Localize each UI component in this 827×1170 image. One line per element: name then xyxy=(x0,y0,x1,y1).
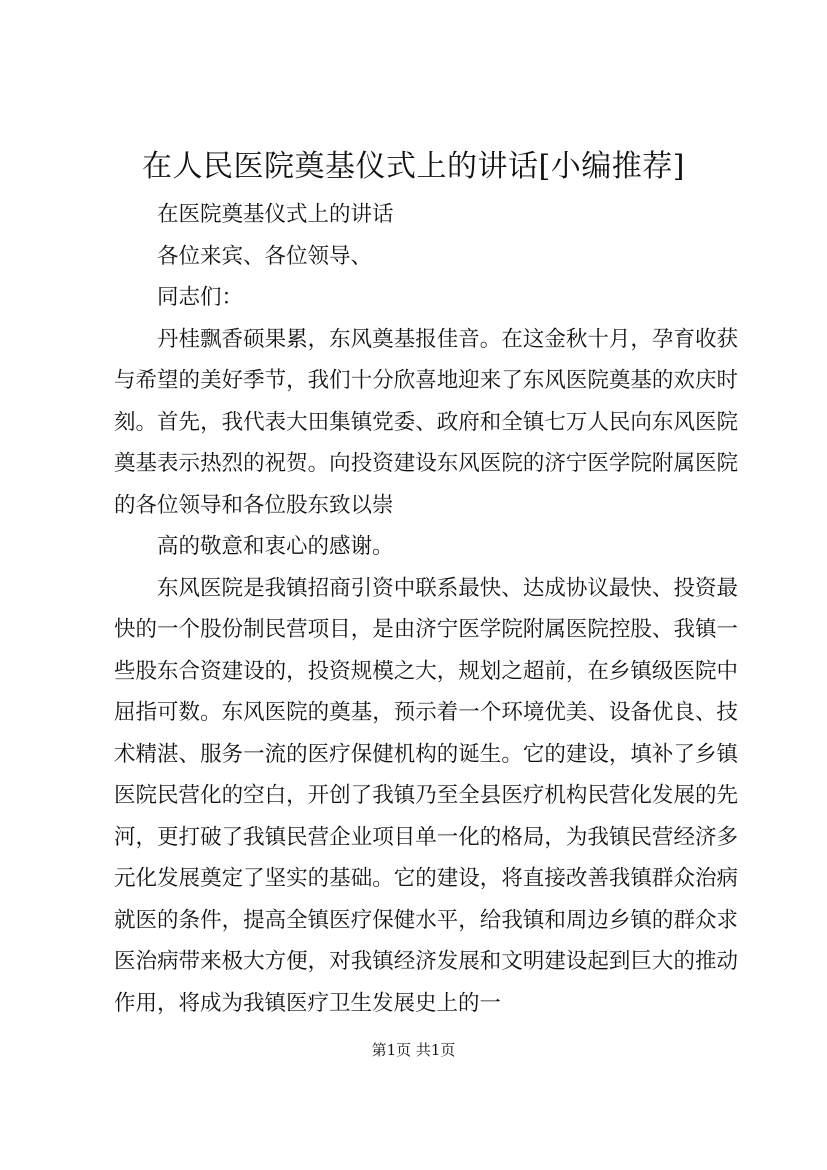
body-paragraph: 高的敬意和衷心的感谢。 xyxy=(157,534,394,559)
salutation-paragraph: 各位来宾、各位领导、 xyxy=(157,243,373,269)
body-paragraph: 东风医院是我镇招商引资中联系最快、达成协议最快、投资最快的一个股份制民营项目，是由济宁医学院附属医院控股、我镇一些股东合资建设的，投资规模之大，规划之超前，在乡镇级医院中屈指可数。东风医院的奠基，预示着一个环境优美、设备优良、技术精湛、服务一流的医疗保健机构的诞生。它的建设，填补了乡镇医院民营化的空白，开创了我镇乃至全县医疗机构民营化发展的先河，更打破了我镇民营企业项目单一化的格局，为我镇民营经济多元化发展奠定了坚实的基础。它的建设，将直接改善我镇群众治病就医的条件，提高全镇医疗保健水平，给我镇和周边乡镇的群众求医治病带来极大方便，对我镇经济发展和文明建设起到巨大的推动作用，将成为我镇医疗卫生发展史上的一 xyxy=(114,575,738,1016)
document-body xyxy=(114,194,738,1024)
salutation-paragraph: 同志们： xyxy=(157,285,244,310)
document-title: 在人民医院奠基仪式上的讲话[小编推荐] xyxy=(142,149,685,184)
subtitle-paragraph: 在医院奠基仪式上的讲话 xyxy=(157,202,394,227)
page-footer: 第1页 共1页 xyxy=(371,1041,456,1059)
body-paragraph: 丹桂飘香硕果累，东风奠基报佳音。在这金秋十月，孕育收获与希望的美好季节，我们十分欣喜地迎来了东风医院奠基的欢庆时刻。首先，我代表大田集镇党委、政府和全镇七万人民向东风医院奠基表示热烈的祝贺。向投资建设东风医院的济宁医学院附属医院的各位领导和各位股东致以崇 xyxy=(114,326,738,518)
